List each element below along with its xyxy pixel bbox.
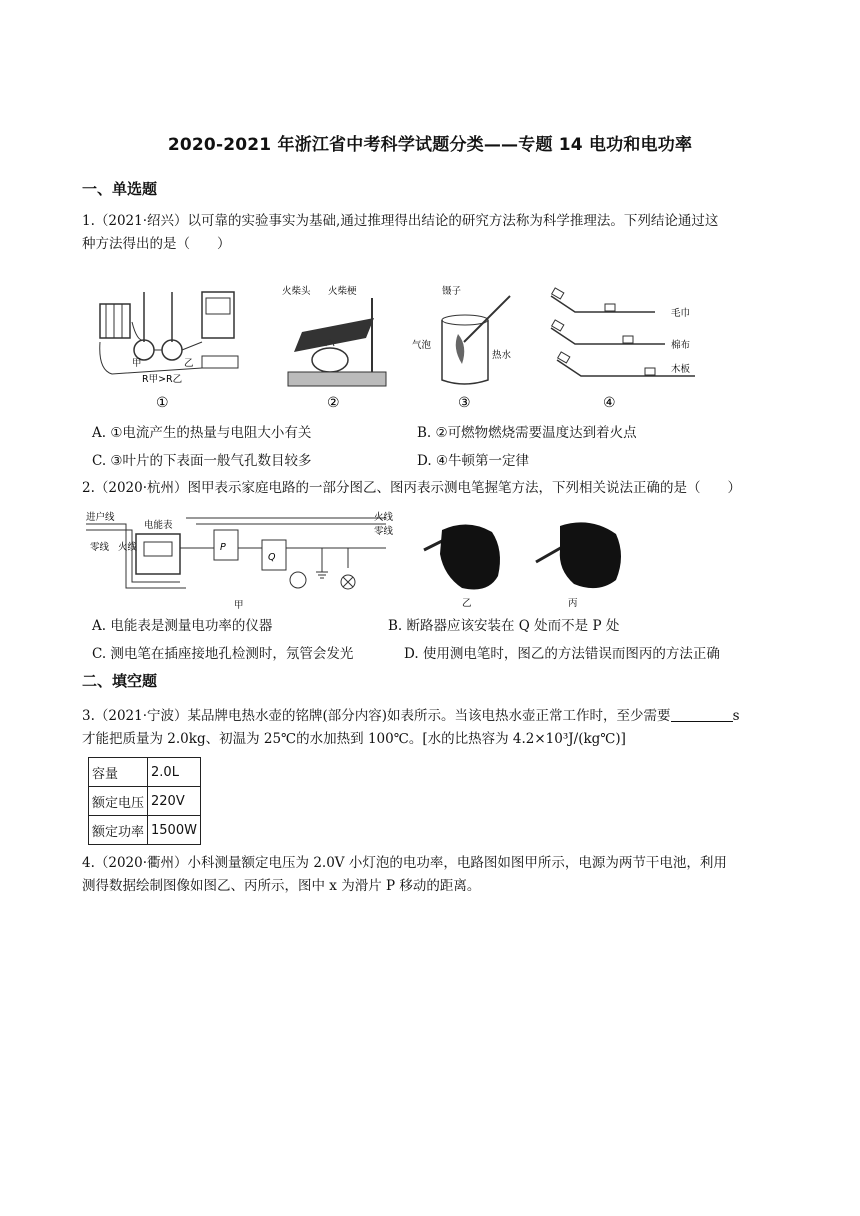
fig-q2-label-neutral: 零线 bbox=[90, 542, 110, 553]
page-title: 2020-2021 年浙江省中考科学试题分类——专题 14 电功和电功率 bbox=[167, 135, 693, 155]
fig-q2-label-live-right: 火线 bbox=[374, 512, 394, 523]
fig-q2-label-neutral-right: 零线 bbox=[374, 526, 394, 537]
fig3-label-hot-water: 热水 bbox=[492, 350, 512, 361]
fig2-number: ② bbox=[327, 395, 340, 411]
table-row bbox=[89, 787, 201, 816]
fig-q2-label-p: P bbox=[220, 542, 226, 553]
figure-q1-2-match-burning bbox=[282, 282, 392, 412]
fig-q2-label-meter: 电能表 bbox=[144, 520, 173, 531]
fig-q2-label-inlet: 进户线 bbox=[86, 512, 115, 523]
question-3-stem-line1-text: 3.（2021·宁波）某品牌电热水壶的铭牌(部分内容)如表所示。当该电热水壶正常工作时，至少需要 bbox=[82, 708, 671, 724]
fig-q2-label-q: Q bbox=[268, 552, 276, 563]
table-cell: 2.0L bbox=[148, 758, 201, 787]
fig-q2-label-live: 火线 bbox=[118, 542, 138, 553]
figure-q2-household-circuit bbox=[86, 508, 406, 614]
table-cell: 额定电压 bbox=[89, 787, 148, 816]
table-cell: 额定功率 bbox=[89, 816, 148, 845]
fig1-label-yi: 乙 bbox=[184, 358, 194, 369]
table-row bbox=[89, 758, 201, 787]
fig4-label-cotton: 棉布 bbox=[671, 340, 691, 351]
section-heading-fill-blank: 二、填空题 bbox=[82, 672, 158, 690]
q1-option-b: B. ②可燃物燃烧需要温度达到着火点 bbox=[417, 425, 637, 441]
fig1-number: ① bbox=[156, 395, 169, 411]
q1-option-c: C. ③叶片的下表面一般气孔数目较多 bbox=[92, 453, 312, 469]
table-row bbox=[89, 816, 201, 845]
question-1-stem bbox=[82, 210, 780, 256]
fig3-label-tweezers: 镊子 bbox=[442, 286, 462, 297]
fig-q2-label-jia: 甲 bbox=[234, 600, 244, 611]
figure-q2-pen-grip-yi bbox=[418, 510, 508, 610]
fig-q2-label-bing: 丙 bbox=[568, 598, 578, 609]
table-cell: 容量 bbox=[89, 758, 148, 787]
question-4-stem-line1: 4.（2020·衢州）小科测量额定电压为 2.0V 小灯泡的电功率，电路图如图甲所示，电源为两节干电池，利用 bbox=[82, 855, 727, 871]
section-heading-single-choice: 一、单选题 bbox=[82, 180, 158, 198]
q2-option-c: C. 测电笔在插座接地孔检测时，氖管会发光 bbox=[92, 646, 354, 662]
table-cell: 1500W bbox=[148, 816, 201, 845]
fig3-number: ③ bbox=[458, 395, 471, 411]
figure-q1-3-leaf-hot-water bbox=[412, 282, 522, 412]
kettle-spec-table bbox=[88, 757, 201, 845]
table-cell: 220V bbox=[148, 787, 201, 816]
question-1-stem-line1: 1.（2021·绍兴）以可靠的实验事实为基础,通过推理得出结论的研究方法称为科学推理法。下列结论通过这 bbox=[82, 213, 719, 229]
fig-q2-label-yi: 乙 bbox=[462, 598, 472, 609]
fig1-label-jia: 甲 bbox=[132, 358, 142, 369]
q1-option-d: D. ④牛顿第一定律 bbox=[417, 453, 530, 469]
figure-q2-pen-grip-bing bbox=[530, 510, 630, 610]
question-2-stem: 2.（2020·杭州）图甲表示家庭电路的一部分图乙、图丙表示测电笔握笔方法，下列相关说法正确的是（ ） bbox=[82, 480, 742, 496]
fig3-label-bubble: 气泡 bbox=[412, 340, 432, 351]
fig4-number: ④ bbox=[603, 395, 616, 411]
fig4-label-towel: 毛巾 bbox=[671, 308, 691, 319]
question-3-stem-line1 bbox=[82, 705, 782, 728]
answer-blank[interactable] bbox=[671, 707, 733, 722]
question-4-stem bbox=[82, 852, 782, 898]
figure-q1-4-inclined-planes bbox=[545, 282, 705, 412]
fig2-label-match-head: 火柴头 bbox=[282, 286, 311, 297]
question-3-unit: s bbox=[732, 708, 740, 724]
q1-option-a: A. ①电流产生的热量与电阻大小有关 bbox=[92, 425, 312, 441]
figure-q1-1-resistor-heating bbox=[92, 282, 252, 412]
fig1-label-formula: R甲>R乙 bbox=[142, 374, 183, 385]
q2-option-b: B. 断路器应该安装在 Q 处而不是 P 处 bbox=[388, 618, 620, 634]
question-1-stem-line2: 种方法得出的是（ ） bbox=[82, 236, 231, 252]
question-3-stem-line2: 才能把质量为 2.0kg、初温为 25℃的水加热到 100℃。[水的比热容为 4.2×10³J/(kg℃)] bbox=[82, 731, 626, 747]
question-4-stem-line2: 测得数据绘制图像如图乙、丙所示，图中 x 为滑片 P 移动的距离。 bbox=[82, 878, 481, 894]
question-3-stem bbox=[82, 705, 782, 751]
q2-option-a: A. 电能表是测量电功率的仪器 bbox=[92, 618, 273, 634]
fig2-label-match-stem: 火柴梗 bbox=[328, 286, 357, 297]
q2-option-d: D. 使用测电笔时，图乙的方法错误而图丙的方法正确 bbox=[404, 646, 720, 662]
fig4-label-board: 木板 bbox=[671, 364, 691, 375]
